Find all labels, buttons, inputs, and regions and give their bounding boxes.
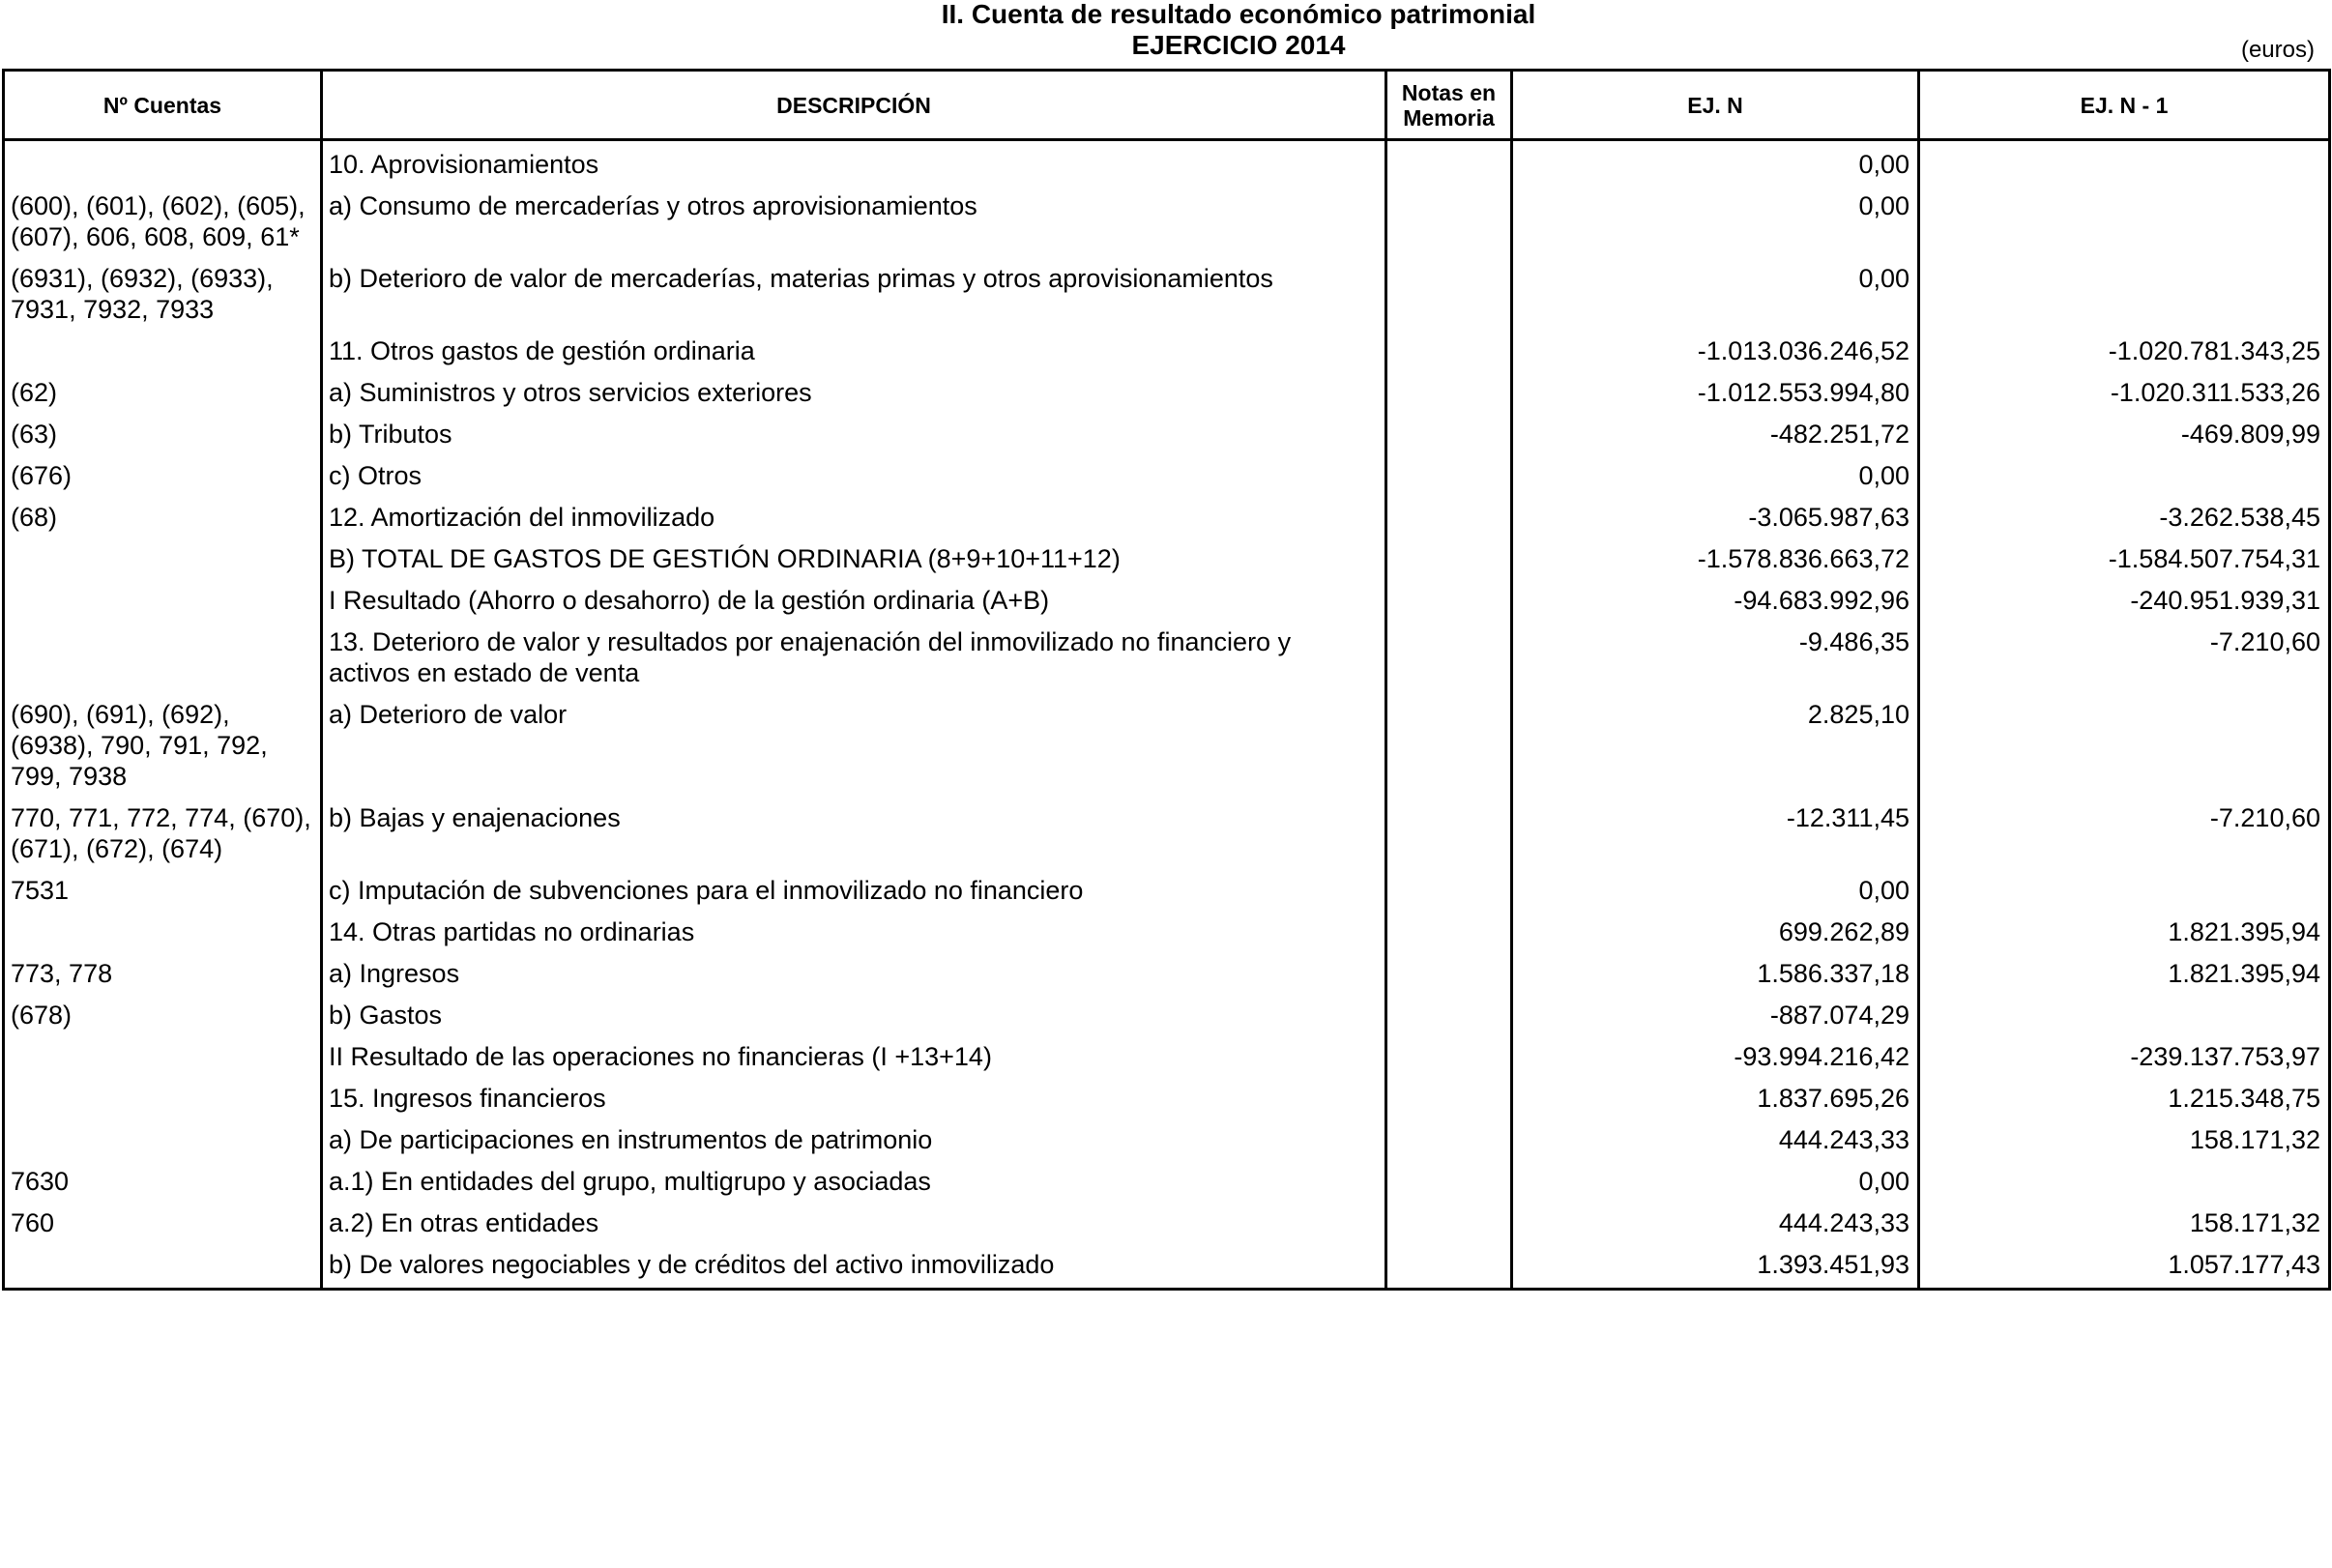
table-row xyxy=(4,952,2330,994)
cell-current-year: 1.837.695,26 xyxy=(1512,1077,1919,1118)
cell-description: 13. Deterioro de valor y resultados por enajenación del inmovilizado no financiero y activos en estado de venta xyxy=(322,621,1386,693)
income-statement-table xyxy=(2,69,2331,1291)
cell-description: 11. Otros gastos de gestión ordinaria xyxy=(322,330,1386,371)
cell-accounts: 770, 771, 772, 774, (670), (671), (672), (674) xyxy=(4,797,322,869)
cell-previous-year xyxy=(1919,140,2330,186)
cell-previous-year: 1.821.395,94 xyxy=(1919,952,2330,994)
cell-notes xyxy=(1386,257,1512,330)
cell-current-year: 0,00 xyxy=(1512,869,1919,911)
cell-previous-year: -239.137.753,97 xyxy=(1919,1035,2330,1077)
cell-description: B) TOTAL DE GASTOS DE GESTIÓN ORDINARIA (8+9+10+11+12) xyxy=(322,537,1386,579)
column-header-notes: Notas en Memoria xyxy=(1386,71,1512,140)
cell-previous-year: -469.809,99 xyxy=(1919,413,2330,454)
cell-current-year: 0,00 xyxy=(1512,140,1919,186)
table-row xyxy=(4,185,2330,257)
cell-previous-year xyxy=(1919,454,2330,496)
table-row xyxy=(4,1202,2330,1243)
cell-description: b) Bajas y enajenaciones xyxy=(322,797,1386,869)
table-row xyxy=(4,1077,2330,1118)
cell-notes xyxy=(1386,454,1512,496)
cell-description: b) Gastos xyxy=(322,994,1386,1035)
cell-accounts xyxy=(4,1243,322,1290)
cell-accounts: (6931), (6932), (6933), 7931, 7932, 7933 xyxy=(4,257,322,330)
cell-notes xyxy=(1386,1202,1512,1243)
column-header-accounts: Nº Cuentas xyxy=(4,71,322,140)
cell-accounts xyxy=(4,140,322,186)
table-row xyxy=(4,911,2330,952)
cell-previous-year xyxy=(1919,869,2330,911)
report-title: II. Cuenta de resultado económico patrimonial xyxy=(941,0,1536,29)
cell-current-year: 0,00 xyxy=(1512,1160,1919,1202)
cell-notes xyxy=(1386,797,1512,869)
column-header-previous-year: EJ. N - 1 xyxy=(1919,71,2330,140)
cell-accounts: (68) xyxy=(4,496,322,537)
column-header-current-year: EJ. N xyxy=(1512,71,1919,140)
report-subtitle: EJERCICIO 2014 xyxy=(1131,30,1346,60)
cell-notes xyxy=(1386,496,1512,537)
cell-accounts: 7531 xyxy=(4,869,322,911)
cell-previous-year: -240.951.939,31 xyxy=(1919,579,2330,621)
cell-accounts xyxy=(4,1077,322,1118)
cell-description: 15. Ingresos financieros xyxy=(322,1077,1386,1118)
cell-accounts: 760 xyxy=(4,1202,322,1243)
cell-previous-year: 158.171,32 xyxy=(1919,1202,2330,1243)
cell-accounts xyxy=(4,1035,322,1077)
cell-description: I Resultado (Ahorro o desahorro) de la gestión ordinaria (A+B) xyxy=(322,579,1386,621)
cell-description: a) Ingresos xyxy=(322,952,1386,994)
table-row xyxy=(4,257,2330,330)
cell-current-year: 0,00 xyxy=(1512,257,1919,330)
cell-notes xyxy=(1386,869,1512,911)
cell-accounts: (600), (601), (602), (605), (607), 606, 608, 609, 61* xyxy=(4,185,322,257)
cell-description: 10. Aprovisionamientos xyxy=(322,140,1386,186)
table-row xyxy=(4,1118,2330,1160)
cell-current-year: -94.683.992,96 xyxy=(1512,579,1919,621)
cell-accounts: (676) xyxy=(4,454,322,496)
cell-current-year: -1.013.036.246,52 xyxy=(1512,330,1919,371)
table-row xyxy=(4,140,2330,186)
table-row xyxy=(4,330,2330,371)
cell-accounts xyxy=(4,1118,322,1160)
cell-notes xyxy=(1386,537,1512,579)
cell-current-year: 699.262,89 xyxy=(1512,911,1919,952)
cell-current-year: -1.578.836.663,72 xyxy=(1512,537,1919,579)
table-row xyxy=(4,371,2330,413)
cell-current-year: -482.251,72 xyxy=(1512,413,1919,454)
cell-previous-year: -1.020.781.343,25 xyxy=(1919,330,2330,371)
cell-accounts xyxy=(4,537,322,579)
cell-notes xyxy=(1386,579,1512,621)
cell-accounts: (63) xyxy=(4,413,322,454)
cell-notes xyxy=(1386,185,1512,257)
cell-current-year: 0,00 xyxy=(1512,454,1919,496)
cell-accounts xyxy=(4,579,322,621)
cell-description: a) De participaciones en instrumentos de patrimonio xyxy=(322,1118,1386,1160)
cell-previous-year: 1.821.395,94 xyxy=(1919,911,2330,952)
cell-notes xyxy=(1386,693,1512,797)
cell-previous-year xyxy=(1919,1160,2330,1202)
cell-current-year: 444.243,33 xyxy=(1512,1118,1919,1160)
cell-current-year: 1.393.451,93 xyxy=(1512,1243,1919,1290)
cell-previous-year: -1.584.507.754,31 xyxy=(1919,537,2330,579)
cell-accounts xyxy=(4,330,322,371)
table-row xyxy=(4,496,2330,537)
cell-notes xyxy=(1386,911,1512,952)
cell-current-year: 2.825,10 xyxy=(1512,693,1919,797)
cell-notes xyxy=(1386,371,1512,413)
cell-notes xyxy=(1386,1077,1512,1118)
cell-description: b) De valores negociables y de créditos del activo inmovilizado xyxy=(322,1243,1386,1290)
cell-notes xyxy=(1386,1160,1512,1202)
cell-current-year: -93.994.216,42 xyxy=(1512,1035,1919,1077)
report-header xyxy=(0,0,2332,68)
table-row xyxy=(4,994,2330,1035)
cell-current-year: -1.012.553.994,80 xyxy=(1512,371,1919,413)
table-row xyxy=(4,454,2330,496)
cell-current-year: 0,00 xyxy=(1512,185,1919,257)
table-row xyxy=(4,537,2330,579)
cell-current-year: 444.243,33 xyxy=(1512,1202,1919,1243)
cell-notes xyxy=(1386,1243,1512,1290)
cell-current-year: -12.311,45 xyxy=(1512,797,1919,869)
cell-description: c) Otros xyxy=(322,454,1386,496)
cell-current-year: -9.486,35 xyxy=(1512,621,1919,693)
cell-previous-year: -7.210,60 xyxy=(1919,621,2330,693)
cell-current-year: 1.586.337,18 xyxy=(1512,952,1919,994)
cell-previous-year xyxy=(1919,994,2330,1035)
cell-notes xyxy=(1386,994,1512,1035)
table-body xyxy=(4,140,2330,1290)
cell-notes xyxy=(1386,140,1512,186)
cell-previous-year xyxy=(1919,693,2330,797)
cell-notes xyxy=(1386,330,1512,371)
table-row xyxy=(4,413,2330,454)
cell-notes xyxy=(1386,1035,1512,1077)
cell-current-year: -3.065.987,63 xyxy=(1512,496,1919,537)
cell-notes xyxy=(1386,1118,1512,1160)
cell-previous-year: -1.020.311.533,26 xyxy=(1919,371,2330,413)
cell-description: 12. Amortización del inmovilizado xyxy=(322,496,1386,537)
table-row xyxy=(4,1243,2330,1290)
cell-description: a) Consumo de mercaderías y otros aprovisionamientos xyxy=(322,185,1386,257)
cell-previous-year: 1.215.348,75 xyxy=(1919,1077,2330,1118)
cell-accounts: 773, 778 xyxy=(4,952,322,994)
cell-previous-year: 158.171,32 xyxy=(1919,1118,2330,1160)
cell-accounts xyxy=(4,911,322,952)
cell-accounts: (678) xyxy=(4,994,322,1035)
column-header-description: DESCRIPCIÓN xyxy=(322,71,1386,140)
cell-description: b) Deterioro de valor de mercaderías, materias primas y otros aprovisionamientos xyxy=(322,257,1386,330)
cell-previous-year xyxy=(1919,257,2330,330)
table-row xyxy=(4,869,2330,911)
cell-notes xyxy=(1386,413,1512,454)
table-row xyxy=(4,693,2330,797)
cell-accounts: (62) xyxy=(4,371,322,413)
table-row xyxy=(4,621,2330,693)
cell-description: a) Deterioro de valor xyxy=(322,693,1386,797)
cell-previous-year xyxy=(1919,185,2330,257)
cell-description: II Resultado de las operaciones no financieras (I +13+14) xyxy=(322,1035,1386,1077)
cell-previous-year: 1.057.177,43 xyxy=(1919,1243,2330,1290)
cell-accounts xyxy=(4,621,322,693)
cell-previous-year: -3.262.538,45 xyxy=(1919,496,2330,537)
cell-description: b) Tributos xyxy=(322,413,1386,454)
table-row xyxy=(4,1035,2330,1077)
cell-notes xyxy=(1386,952,1512,994)
table-row xyxy=(4,797,2330,869)
table-row xyxy=(4,579,2330,621)
cell-current-year: -887.074,29 xyxy=(1512,994,1919,1035)
currency-units: (euros) xyxy=(2240,37,2315,63)
table-header-row xyxy=(4,71,2330,140)
cell-description: 14. Otras partidas no ordinarias xyxy=(322,911,1386,952)
cell-notes xyxy=(1386,621,1512,693)
cell-accounts: 7630 xyxy=(4,1160,322,1202)
cell-description: c) Imputación de subvenciones para el inmovilizado no financiero xyxy=(322,869,1386,911)
cell-description: a) Suministros y otros servicios exteriores xyxy=(322,371,1386,413)
cell-previous-year: -7.210,60 xyxy=(1919,797,2330,869)
cell-description: a.2) En otras entidades xyxy=(322,1202,1386,1243)
cell-accounts: (690), (691), (692), (6938), 790, 791, 792, 799, 7938 xyxy=(4,693,322,797)
cell-description: a.1) En entidades del grupo, multigrupo y asociadas xyxy=(322,1160,1386,1202)
table-row xyxy=(4,1160,2330,1202)
